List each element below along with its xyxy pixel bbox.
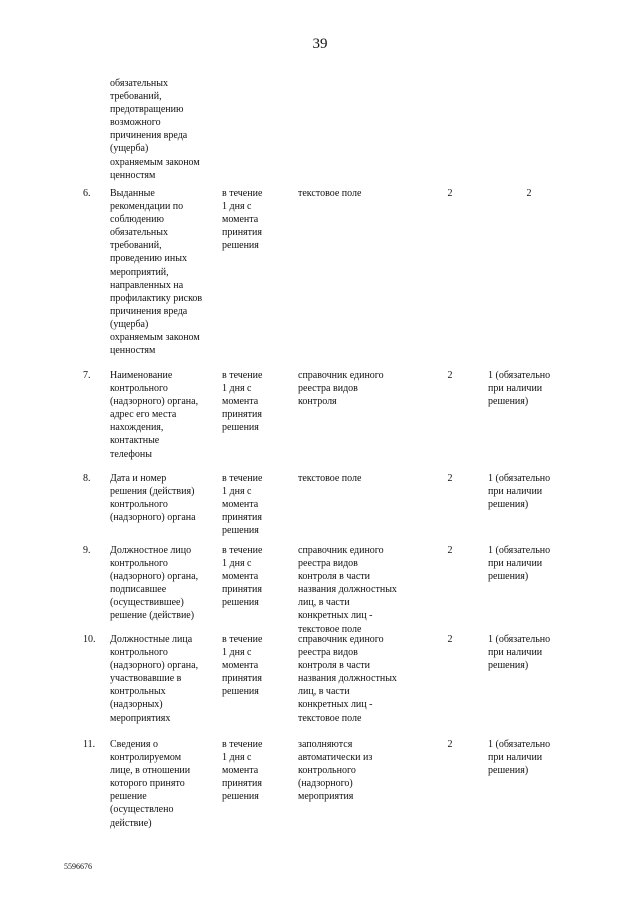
column-a-value: 2 (447, 545, 453, 556)
field-name: Наименование контрольного (надзорного) органа, адрес его места нахождения, контактные телефоны (110, 370, 199, 460)
row-number: 7. (83, 370, 91, 381)
data-source: справочник единого реестра видов контроля (298, 370, 384, 408)
column-b-value: 2 (526, 188, 532, 199)
data-source: текстовое поле (298, 473, 362, 484)
data-source: справочник единого реестра видов контроля в части названия должностных лиц, в части конкретных лиц - текстовое поле (298, 545, 397, 635)
column-b-value: 1 (обязательно при наличии решения) (488, 634, 551, 672)
update-term: в течение 1 дня с момента принятия решения (222, 545, 263, 609)
column-b-value: 1 (обязательно при наличии решения) (488, 545, 551, 583)
update-term: в течение 1 дня с момента принятия решения (222, 634, 263, 698)
field-name: Сведения о контролируемом лице, в отношении которого принято решение (осуществлено действие) (110, 739, 191, 829)
data-source: заполняются автоматически из контрольного (надзорного) мероприятия (298, 739, 373, 803)
field-name: Должностное лицо контрольного (надзорного) органа, подписавшее (осуществившее) решение (действие) (110, 545, 199, 622)
row-number: 11. (83, 739, 96, 750)
column-a-value: 2 (447, 188, 453, 199)
page-number: 39 (312, 36, 328, 52)
update-term: в течение 1 дня с момента принятия решения (222, 188, 263, 252)
row-number: 8. (83, 473, 91, 484)
continuation-text: обязательных требований, предотвращению возможного причинения вреда (ущерба) охраняемым законом ценностям (110, 78, 200, 181)
data-source: справочник единого реестра видов контроля в части названия должностных лиц, в части конкретных лиц - текстовое поле (298, 634, 397, 724)
update-term: в течение 1 дня с момента принятия решения (222, 370, 263, 434)
row-number: 6. (83, 188, 91, 199)
column-b-value: 1 (обязательно при наличии решения) (488, 473, 551, 511)
column-a-value: 2 (447, 634, 453, 645)
field-name: Выданные рекомендации по соблюдению обязательных требований, проведению иных мероприятий, направленных на профилактику рисков причинения вреда (ущерба) охраняемым законом ценностям (110, 188, 203, 357)
update-term: в течение 1 дня с момента принятия решения (222, 739, 263, 803)
column-b-value: 1 (обязательно при наличии решения) (488, 370, 551, 408)
column-a-value: 2 (447, 739, 453, 750)
column-b-value: 1 (обязательно при наличии решения) (488, 739, 551, 777)
row-number: 10. (83, 634, 96, 645)
data-source: текстовое поле (298, 188, 362, 199)
column-a-value: 2 (447, 473, 453, 484)
field-name: Дата и номер решения (действия) контрольного (надзорного) органа (110, 473, 196, 524)
row-number: 9. (83, 545, 91, 556)
document-id: 5596676 (64, 862, 92, 871)
update-term: в течение 1 дня с момента принятия решения (222, 473, 263, 537)
column-a-value: 2 (447, 370, 453, 381)
field-name: Должностные лица контрольного (надзорного) органа, участвовавшие в контрольных (надзорных) мероприятиях (110, 634, 199, 724)
